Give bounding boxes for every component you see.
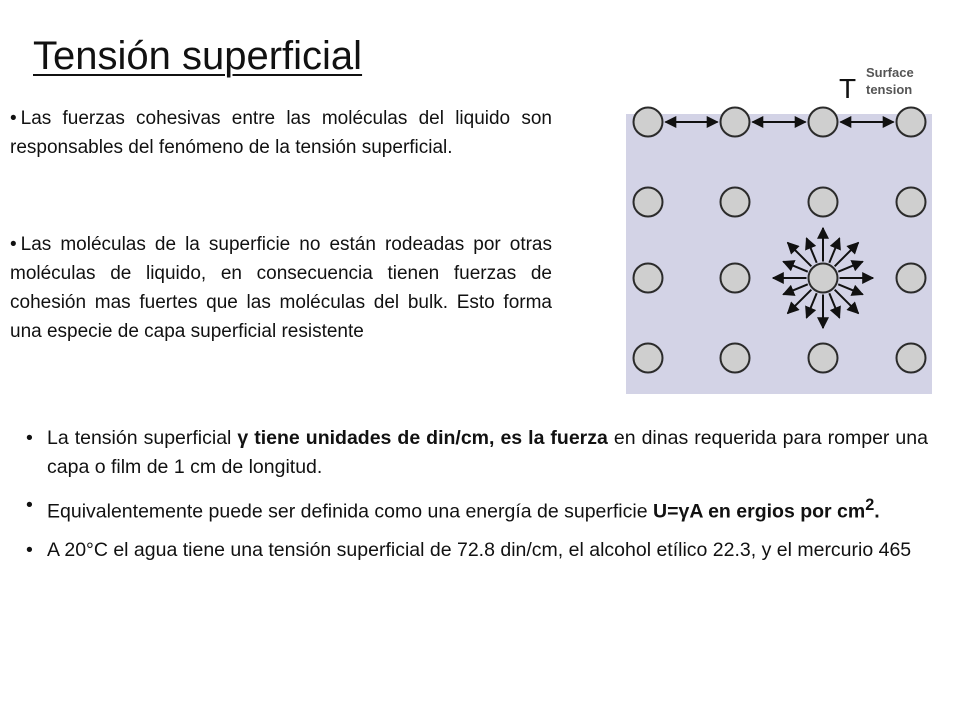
bullet-marker: •: [26, 427, 33, 449]
molecule: [809, 188, 838, 217]
molecule: [721, 344, 750, 373]
molecule: [721, 108, 750, 137]
list-item-text: La tensión superficial: [47, 427, 238, 449]
paragraph-cohesive-forces: [10, 104, 552, 162]
molecule: [634, 108, 663, 137]
paragraph-text: Las fuerzas cohesivas entre las moléculas del liquido son responsables del fenómeno de la tensión superficial.: [10, 108, 552, 158]
slide-title: Tensión superficial: [33, 34, 363, 78]
bullet-marker: •: [26, 538, 33, 561]
molecule: [897, 188, 926, 217]
molecule: [634, 188, 663, 217]
bullet-marker: •: [26, 494, 33, 516]
list-item-energy: [26, 491, 928, 527]
molecule: [897, 108, 926, 137]
bullet-marker: •: [10, 108, 17, 129]
superscript: 2: [865, 496, 875, 514]
list-item-text: A 20°C el agua tiene una tensión superficial de 72.8 din/cm, el alcohol etílico 22.3, y el mercurio 465: [47, 538, 912, 561]
list-item-units: [26, 424, 928, 482]
surface-tension-diagram: [580, 56, 940, 396]
tension-symbol-label: T: [839, 73, 857, 104]
surface-label: Surface: [866, 65, 914, 80]
molecule: [721, 188, 750, 217]
molecule: [634, 264, 663, 293]
list-item-values: [26, 536, 928, 565]
list-item-text: en dinas requerida para romper una capa o film de 1 cm de longitud.: [47, 427, 928, 478]
paragraph-surface-molecules: [10, 230, 552, 346]
list-item-text: Equivalentemente puede ser definida como una energía de superficie: [47, 500, 653, 523]
paragraph-text: Las moléculas de la superficie no están rodeadas por otras moléculas de liquido, en consecuencia tienen fuerzas de cohesión mas fuertes que las moléculas del bulk. Esto forma una especie de capa superficial resistente: [10, 234, 552, 342]
liquid-region: [626, 114, 932, 394]
molecule: [809, 344, 838, 373]
list-item-bold-text: .: [874, 500, 880, 523]
list-item-bold-text: γ tiene unidades de din/cm, es la fuerza: [237, 427, 608, 449]
molecule: [809, 264, 838, 293]
list-item-bold-text: U=γA en ergios por cm: [653, 500, 866, 523]
molecule: [809, 108, 838, 137]
molecule: [897, 344, 926, 373]
tension-label: tension: [866, 82, 913, 97]
molecule: [721, 264, 750, 293]
bottom-bullet-list: [26, 424, 928, 565]
molecule: [897, 264, 926, 293]
bullet-marker: •: [10, 234, 17, 255]
molecule: [634, 344, 663, 373]
